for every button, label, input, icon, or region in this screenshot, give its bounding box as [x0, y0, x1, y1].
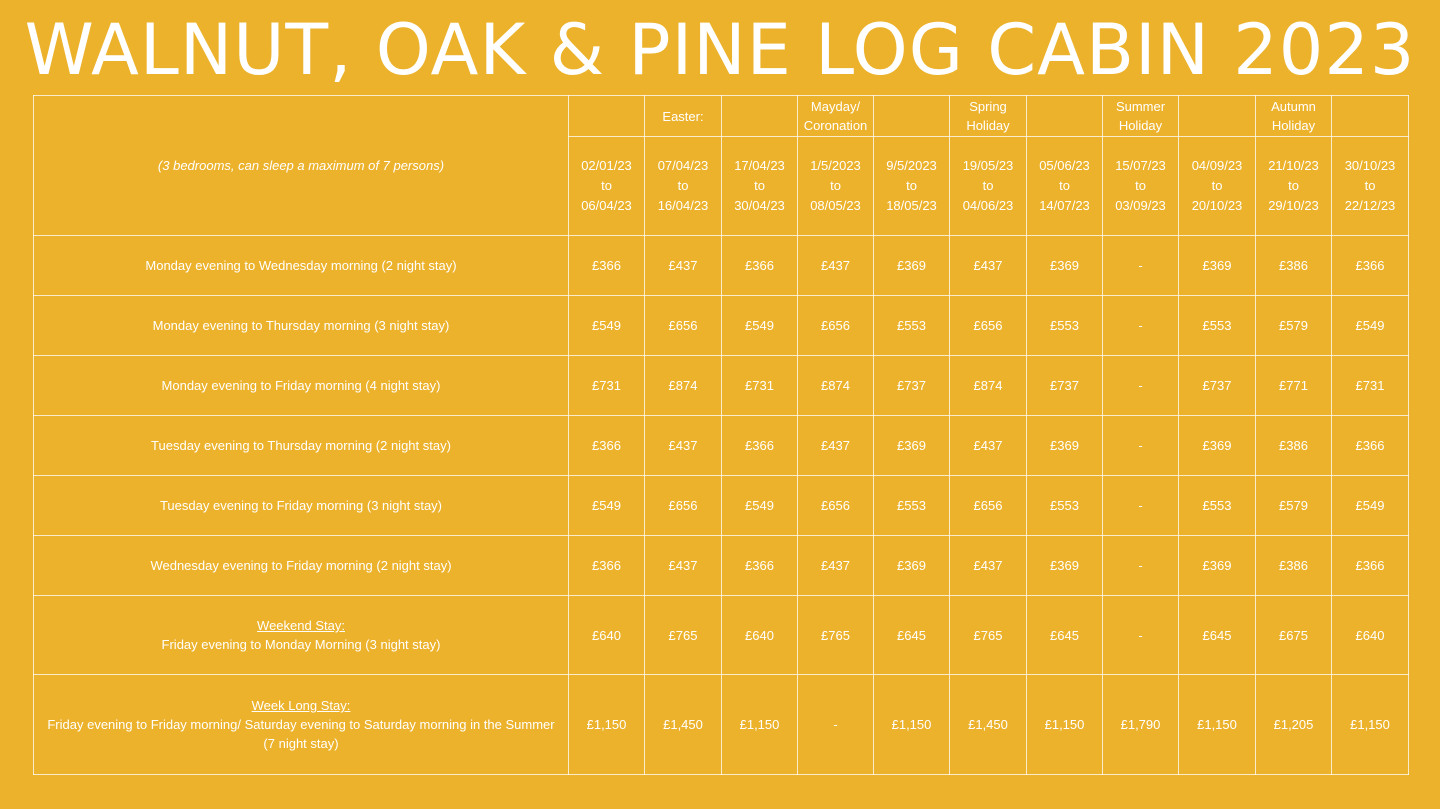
holiday-name-cell	[1332, 96, 1409, 137]
stay-label: Monday evening to Thursday morning (3 night stay)	[152, 318, 450, 333]
price-cell: £874	[645, 356, 722, 416]
date-range-sep: to	[982, 178, 994, 193]
date-range-start: 9/5/2023	[886, 158, 937, 173]
price-cell: -	[798, 675, 874, 775]
price-cell: £731	[722, 356, 798, 416]
table-row	[34, 416, 1409, 476]
price-cell: £640	[722, 596, 798, 675]
date-range-end: 08/05/23	[810, 198, 861, 213]
holiday-name: Mayday/ Coronation	[803, 99, 868, 133]
price-table	[33, 95, 1409, 775]
date-range-sep: to	[677, 178, 689, 193]
stay-label: Friday evening to Monday Morning (3 night stay)	[161, 637, 441, 652]
date-range-sep: to	[1135, 178, 1146, 193]
date-range-end: 03/09/23	[1115, 198, 1166, 213]
holiday-name-cell	[722, 96, 798, 137]
price-cell: £656	[798, 476, 874, 536]
date-range-cell	[950, 137, 1027, 236]
price-cell: £366	[722, 416, 798, 476]
date-range-sep: to	[1211, 178, 1223, 193]
date-range-cell	[1027, 137, 1103, 236]
table-row	[34, 536, 1409, 596]
holiday-name: Spring Holiday	[966, 99, 1010, 133]
price-cell: £437	[798, 236, 874, 296]
price-cell: £675	[1256, 596, 1332, 675]
price-cell: £366	[569, 236, 645, 296]
date-range-cell	[722, 137, 798, 236]
holiday-name-cell	[1256, 96, 1332, 137]
price-cell: -	[1103, 296, 1179, 356]
date-range-end: 30/04/23	[734, 198, 785, 213]
date-range-cell	[798, 137, 874, 236]
date-range-end: 22/12/23	[1344, 198, 1396, 213]
stay-label: Wednesday evening to Friday morning (2 night stay)	[150, 558, 452, 573]
price-cell: £737	[874, 356, 950, 416]
page-title: WALNUT, OAK & PINE LOG CABIN 2023	[24, 9, 1416, 91]
holiday-name-cell	[950, 96, 1027, 137]
date-range-start: 1/5/2023	[810, 158, 861, 173]
price-cell: £765	[950, 596, 1027, 675]
price-cell: £656	[645, 296, 722, 356]
price-cell: £645	[1179, 596, 1256, 675]
price-cell: £656	[950, 476, 1027, 536]
table-row	[34, 596, 1409, 675]
date-range-cell	[1256, 137, 1332, 236]
price-cell: £366	[722, 236, 798, 296]
price-cell: £366	[722, 536, 798, 596]
price-cell: £549	[1332, 476, 1409, 536]
stay-label-cell	[34, 536, 569, 596]
price-cell: £1,205	[1256, 675, 1332, 775]
date-range-start: 02/01/23	[581, 158, 632, 173]
date-range-end: 06/04/23	[581, 198, 632, 213]
price-cell: £366	[569, 536, 645, 596]
price-cell: -	[1103, 476, 1179, 536]
price-cell: £731	[1332, 356, 1409, 416]
price-cell: £645	[1027, 596, 1103, 675]
price-cell: £369	[874, 416, 950, 476]
date-range-start: 04/09/23	[1191, 158, 1243, 173]
price-cell: £1,150	[722, 675, 798, 775]
table-row	[34, 296, 1409, 356]
stay-label-cell	[34, 416, 569, 476]
price-cell: £369	[1179, 236, 1256, 296]
price-cell: £553	[1027, 476, 1103, 536]
price-cell: £549	[569, 296, 645, 356]
price-cell: £1,450	[950, 675, 1027, 775]
date-range-end: 29/10/23	[1268, 198, 1319, 213]
holiday-header-row	[34, 96, 1409, 137]
date-range-cell	[645, 137, 722, 236]
date-range-start: 17/04/23	[734, 158, 785, 173]
price-cell: £437	[950, 236, 1027, 296]
date-range-sep: to	[1364, 178, 1376, 193]
stay-label-cell	[34, 296, 569, 356]
holiday-name: Easter:	[662, 108, 704, 124]
price-cell: £437	[950, 416, 1027, 476]
price-cell: £579	[1256, 476, 1332, 536]
stay-label: Monday evening to Wednesday morning (2 night stay)	[145, 258, 457, 273]
date-range-cell	[874, 137, 950, 236]
date-range-sep: to	[830, 178, 841, 193]
price-cell: £731	[569, 356, 645, 416]
price-cell: £645	[874, 596, 950, 675]
date-range-end: 04/06/23	[962, 198, 1014, 213]
price-cell: £1,790	[1103, 675, 1179, 775]
price-cell: £553	[1179, 296, 1256, 356]
price-cell: £579	[1256, 296, 1332, 356]
price-cell: £366	[1332, 536, 1409, 596]
date-range-sep: to	[601, 178, 612, 193]
price-cell: £369	[1027, 536, 1103, 596]
price-cell: £549	[1332, 296, 1409, 356]
date-range-end: 20/10/23	[1191, 198, 1243, 213]
holiday-name: Autumn Holiday	[1271, 99, 1316, 133]
price-cell: £1,150	[1332, 675, 1409, 775]
holiday-name-cell	[645, 96, 722, 137]
price-cell: £437	[798, 416, 874, 476]
price-cell: £369	[874, 236, 950, 296]
price-cell: -	[1103, 416, 1179, 476]
date-range-sep: to	[906, 178, 917, 193]
stay-label: Tuesday evening to Friday morning (3 night stay)	[159, 498, 443, 513]
stay-label-cell	[34, 476, 569, 536]
table-row	[34, 236, 1409, 296]
stay-label-cell	[34, 236, 569, 296]
price-cell: £737	[1179, 356, 1256, 416]
price-cell: £553	[1027, 296, 1103, 356]
stay-label: Tuesday evening to Thursday morning (2 night stay)	[151, 438, 451, 453]
price-cell: £765	[645, 596, 722, 675]
price-cell: £386	[1256, 536, 1332, 596]
price-cell: £549	[569, 476, 645, 536]
price-cell: £369	[1179, 416, 1256, 476]
price-cell: £553	[874, 476, 950, 536]
stay-note: (7 night stay)	[263, 736, 339, 751]
price-cell: £1,150	[874, 675, 950, 775]
price-cell: £1,150	[569, 675, 645, 775]
date-range-end: 14/07/23	[1039, 198, 1090, 213]
date-range-start: 21/10/23	[1268, 158, 1319, 173]
price-cell: £366	[1332, 416, 1409, 476]
price-cell: £386	[1256, 416, 1332, 476]
date-range-sep: to	[1059, 178, 1070, 193]
intro-cell	[34, 96, 569, 236]
holiday-name-cell	[1027, 96, 1103, 137]
price-cell: £874	[798, 356, 874, 416]
holiday-name-cell	[1103, 96, 1179, 137]
price-cell: £1,150	[1027, 675, 1103, 775]
price-cell: £369	[1027, 416, 1103, 476]
price-cell: £737	[1027, 356, 1103, 416]
date-range-start: 15/07/23	[1115, 158, 1166, 173]
price-cell: -	[1103, 536, 1179, 596]
price-cell: £656	[798, 296, 874, 356]
stay-heading: Week Long Stay:	[251, 698, 351, 713]
price-cell: £656	[950, 296, 1027, 356]
price-cell: -	[1103, 236, 1179, 296]
date-range-sep: to	[754, 178, 765, 193]
price-cell: £640	[569, 596, 645, 675]
stay-heading: Weekend Stay:	[257, 618, 345, 633]
price-cell: £366	[1332, 236, 1409, 296]
price-cell: £549	[722, 296, 798, 356]
holiday-name: Summer Holiday	[1115, 99, 1166, 133]
holiday-name-cell	[569, 96, 645, 137]
date-range-cell	[1332, 137, 1409, 236]
table-row	[34, 675, 1409, 775]
stay-label-cell	[34, 356, 569, 416]
date-range-end: 18/05/23	[886, 198, 937, 213]
holiday-name-cell	[798, 96, 874, 137]
price-cell: -	[1103, 596, 1179, 675]
price-cell: £369	[1027, 236, 1103, 296]
date-range-sep: to	[1288, 178, 1299, 193]
date-range-start: 30/10/23	[1344, 158, 1396, 173]
price-cell: £386	[1256, 236, 1332, 296]
table-row	[34, 476, 1409, 536]
price-cell: £369	[874, 536, 950, 596]
date-range-cell	[1179, 137, 1256, 236]
price-cell: £437	[645, 536, 722, 596]
stay-label: Monday evening to Friday morning (4 night stay)	[161, 378, 441, 393]
price-cell: £1,150	[1179, 675, 1256, 775]
stay-label-cell	[34, 675, 569, 775]
table-row	[34, 356, 1409, 416]
intro-text: (3 bedrooms, can sleep a maximum of 7 persons)	[157, 158, 445, 173]
price-cell: £656	[645, 476, 722, 536]
price-cell: £549	[722, 476, 798, 536]
price-cell: £369	[1179, 536, 1256, 596]
price-cell: £1,450	[645, 675, 722, 775]
date-range-start: 05/06/23	[1039, 158, 1090, 173]
date-range-start: 07/04/23	[657, 158, 709, 173]
price-cell: £437	[950, 536, 1027, 596]
price-cell: £366	[569, 416, 645, 476]
price-cell: £771	[1256, 356, 1332, 416]
date-range-cell	[1103, 137, 1179, 236]
holiday-name-cell	[874, 96, 950, 137]
stay-label-cell	[34, 596, 569, 675]
price-cell: £765	[798, 596, 874, 675]
price-cell: £437	[645, 236, 722, 296]
price-cell: £553	[874, 296, 950, 356]
price-cell: £553	[1179, 476, 1256, 536]
date-range-start: 19/05/23	[962, 158, 1014, 173]
stay-label: Friday evening to Friday morning/ Saturday evening to Saturday morning in the Summer	[47, 717, 555, 732]
price-cell: £437	[798, 536, 874, 596]
holiday-name-cell	[1179, 96, 1256, 137]
date-range-end: 16/04/23	[657, 198, 709, 213]
price-cell: £874	[950, 356, 1027, 416]
date-range-cell	[569, 137, 645, 236]
price-cell: £640	[1332, 596, 1409, 675]
price-cell: £437	[645, 416, 722, 476]
price-cell: -	[1103, 356, 1179, 416]
